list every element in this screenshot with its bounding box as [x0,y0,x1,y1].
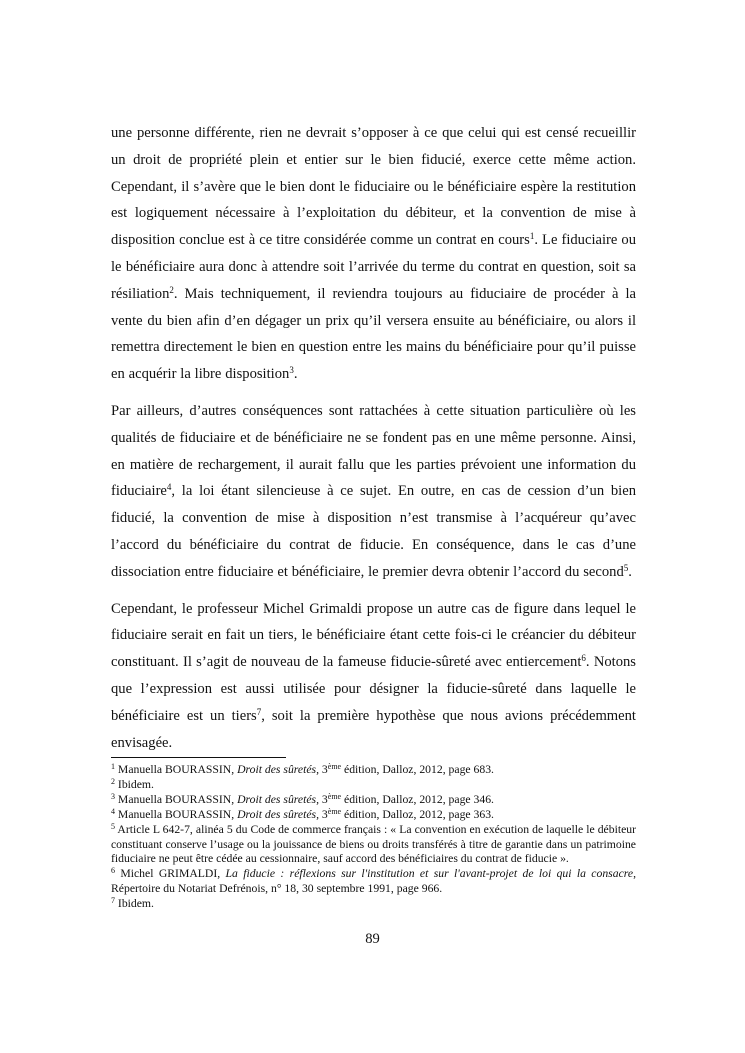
text-run: Cependant, le professeur Michel Grimaldi propose un autre cas de figure dans lequel le fiduciaire serait en fait un tiers, le bénéficiaire étant cette fois-ci le créancier du débiteur constituant. Il s’agit de nouveau de la fameuse fiducie-sûreté avec entiercement [111,600,636,671]
text-run: Manuella BOURASSIN, [115,792,238,806]
footnote [111,763,636,778]
text-run: Article L 642-7, alinéa 5 du Code de commerce français : « La convention en exécution de laquelle le débiteur constituant conserve l’usage ou la jouissance de biens ou droits transférés à titre de garantie dans un patrimoine fiduciaire ne peut être cédée au cessionnaire, sauf accord des bénéficiaires du contrat de fiducie ». [111,822,636,866]
text-run: édition, Dalloz, 2012, page 346. [341,792,494,806]
footnote-separator [111,757,286,758]
footnote-ref: ème [327,762,342,771]
text-run: édition, Dalloz, 2012, page 683. [341,763,494,776]
footnote-ref: 5 [111,821,115,831]
text-run: , la loi étant silencieuse à ce sujet. En outre, en cas de cession d’un bien fiducié, la convention de mise à disposition n’est transmise à l’acquéreur qu’avec l’accord du bénéficiaire du contrat de fiducie. En conséquence, dans le cas d’une dissociation entre fiduciaire et bénéficiaire, le premier devra obtenir l’accord du second [111,483,636,580]
footnote [111,778,636,793]
text-run: . Mais techniquement, il reviendra toujours au fiduciaire de procéder à la vente du bien afin d’en dégager un prix qu’il versera ensuite au bénéficiaire, ou alors il remettra directement le bien en question entre les mains du bénéficiaire pour qu’il puisse en acquérir la libre disposition [111,285,636,383]
footnote-ref: 7 [256,706,262,717]
footnote-ref: 3 [111,791,115,801]
footnote-ref: 7 [111,896,115,906]
footnotes [111,763,636,912]
text-run: . Le fiduciaire ou le bénéficiaire aura donc à attendre soit l’arrivée du terme du contrat en question, soit sa résiliation [111,232,636,302]
footnote [111,808,636,823]
text-run: . Notons que l’expression est aussi utilisée pour désigner la fiducie-sûreté dans laquelle le bénéficiaire est un tiers [111,654,636,724]
italic-text: Droit des sûretés, [237,763,319,776]
footnote [111,823,636,868]
footnote-ref: 1 [529,231,535,242]
text-run: 3 [319,763,328,776]
text-run: Ibidem. [115,897,154,911]
footnote-ref: 4 [166,482,172,493]
body-text [111,120,636,766]
text-run: Par ailleurs, d’autres conséquences sont rattachées à cette situation particulière où les qualités de fiduciaire et de bénéficiaire ne se fondent pas en une même personne. Ainsi, en matière de rechargement, il aurait fallu que les parties prévoient une information du fiduciaire [111,402,636,500]
footnote [111,867,636,897]
text-run: Manuella BOURASSIN, [115,807,238,821]
text-run: , soit la première hypothèse que nous avions précédemment envisagée. [111,707,636,751]
footnote-ref: 4 [111,806,115,816]
footnote-ref: 1 [111,762,115,771]
paragraph [111,596,636,757]
paragraph [111,120,636,388]
text-run: Michel GRIMALDI, [115,867,226,881]
footnote [111,793,636,808]
footnote [111,897,636,912]
footnote-ref: 6 [581,653,586,664]
footnote-ref: ème [327,791,342,801]
text-run: , Répertoire du Notariat Defrénois, n° 18, 30 septembre 1991, page 966. [111,867,636,896]
text-run: 3 [319,807,328,821]
footnote-ref: ème [327,806,342,816]
text-run: 3 [319,792,328,806]
italic-text: La fiducie : réflexions sur l'institution et sur l'avant-projet de loi qui la consacre [225,867,634,881]
footnote-ref: 3 [289,365,294,376]
paragraph [111,398,636,586]
footnote-ref: 2 [111,776,115,786]
italic-text: Droit des sûretés, [237,792,319,806]
text-run: Manuella BOURASSIN, [115,763,238,776]
italic-text: Droit des sûretés, [237,807,319,821]
footnote-ref: 2 [169,284,174,295]
footnote-ref: 5 [623,562,629,573]
text-run: Ibidem. [115,777,154,791]
text-run: édition, Dalloz, 2012, page 363. [341,807,494,821]
text-run: une personne différente, rien ne devrait s’opposer à ce que celui qui est censé recueillir un droit de propriété plein et entier sur le bien fiducié, exerce cette même action. Cependant, il s’avère que le bien dont le fiduciaire ou le bénéficiaire espère la restitution est logiquement nécessaire à l’exploitation du débiteur, et la convention de mise à disposition conclue est à ce titre considérée comme un contrat en cours [111,125,636,249]
text-run: . [628,563,632,580]
footnote-ref: 6 [111,866,115,876]
text-run: . [293,366,298,383]
page-number: 89 [365,931,380,947]
